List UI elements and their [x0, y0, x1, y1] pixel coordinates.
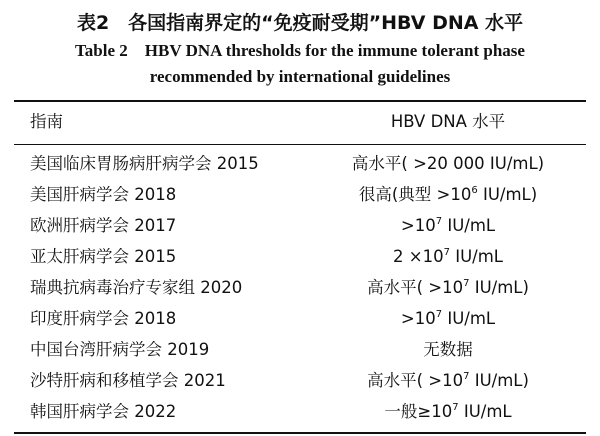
guideline-name: 印度肝病学会 2018	[30, 309, 177, 328]
table-top-rule	[14, 100, 586, 102]
table-header-rule	[14, 144, 586, 145]
hbv-dna-threshold	[310, 148, 586, 180]
threshold-text: 高水平( >20 000 IU/mL)	[351, 154, 545, 173]
hbv-dna-threshold	[310, 241, 586, 273]
threshold-unit: IU/mL)	[469, 278, 529, 297]
threshold-unit: IU/mL)	[477, 185, 538, 204]
table-title-english	[0, 38, 600, 90]
threshold-text: 高水平( >10	[367, 278, 464, 297]
table-row	[14, 241, 586, 273]
guideline-name: 欧洲肝病学会 2017	[30, 216, 177, 235]
guideline-name: 瑞典抗病毒治疗专家组 2020	[30, 278, 243, 297]
hbv-dna-threshold	[310, 396, 586, 428]
threshold-text: >10	[400, 309, 436, 328]
table-header-row	[14, 106, 586, 138]
threshold-exponent: 7	[443, 247, 450, 258]
hbv-dna-threshold	[310, 272, 586, 304]
threshold-unit: IU/mL	[458, 402, 512, 421]
table-row	[14, 272, 586, 304]
hbv-dna-threshold	[310, 303, 586, 335]
threshold-exponent: 7	[452, 402, 459, 413]
guideline-name: 沙特肝病和移植学会 2021	[30, 371, 226, 390]
threshold-text: 无数据	[423, 340, 473, 359]
threshold-text: 很高(典型 >10	[358, 185, 472, 204]
guideline-name: 亚太肝病学会 2015	[30, 247, 177, 266]
threshold-exponent: 7	[463, 278, 470, 289]
table-row	[14, 365, 586, 397]
threshold-unit: IU/mL	[449, 247, 503, 266]
header-guideline: 指南	[30, 112, 63, 131]
threshold-text: >10	[400, 216, 436, 235]
threshold-exponent: 7	[463, 371, 470, 382]
hbv-dna-threshold	[310, 365, 586, 397]
table-row	[14, 303, 586, 335]
threshold-text: 高水平( >10	[367, 371, 464, 390]
guideline-name: 美国临床胃肠病肝病学会 2015	[30, 154, 259, 173]
hbv-dna-threshold	[310, 179, 586, 211]
hbv-dna-threshold	[310, 334, 586, 366]
header-hbv-dna-level: HBV DNA 水平	[390, 112, 506, 131]
guideline-name: 中国台湾肝病学会 2019	[30, 340, 210, 359]
hbv-dna-threshold	[310, 210, 586, 242]
threshold-unit: IU/mL	[442, 216, 496, 235]
guideline-name: 美国肝病学会 2018	[30, 185, 177, 204]
table-title-chinese: 表2 各国指南界定的“免疫耐受期”HBV DNA 水平	[76, 12, 524, 34]
table-bottom-rule	[14, 432, 586, 434]
table-row	[14, 210, 586, 242]
guideline-name: 韩国肝病学会 2022	[30, 402, 177, 421]
table-row	[14, 334, 586, 366]
table-row	[14, 179, 586, 211]
threshold-text: 一般≥10	[384, 402, 453, 421]
threshold-text: 2 ×10	[393, 247, 444, 266]
table-row	[14, 396, 586, 428]
threshold-exponent: 7	[435, 309, 443, 320]
threshold-exponent: 6	[471, 185, 478, 196]
threshold-exponent: 7	[435, 216, 443, 227]
table-row	[14, 148, 586, 180]
threshold-unit: IU/mL)	[469, 371, 529, 390]
table-title-english-line-2: recommended by international guidelines	[149, 67, 451, 86]
table-title-english-line-1: Table 2 HBV DNA thresholds for the immune tolerant phase	[75, 41, 525, 60]
threshold-unit: IU/mL	[442, 309, 496, 328]
